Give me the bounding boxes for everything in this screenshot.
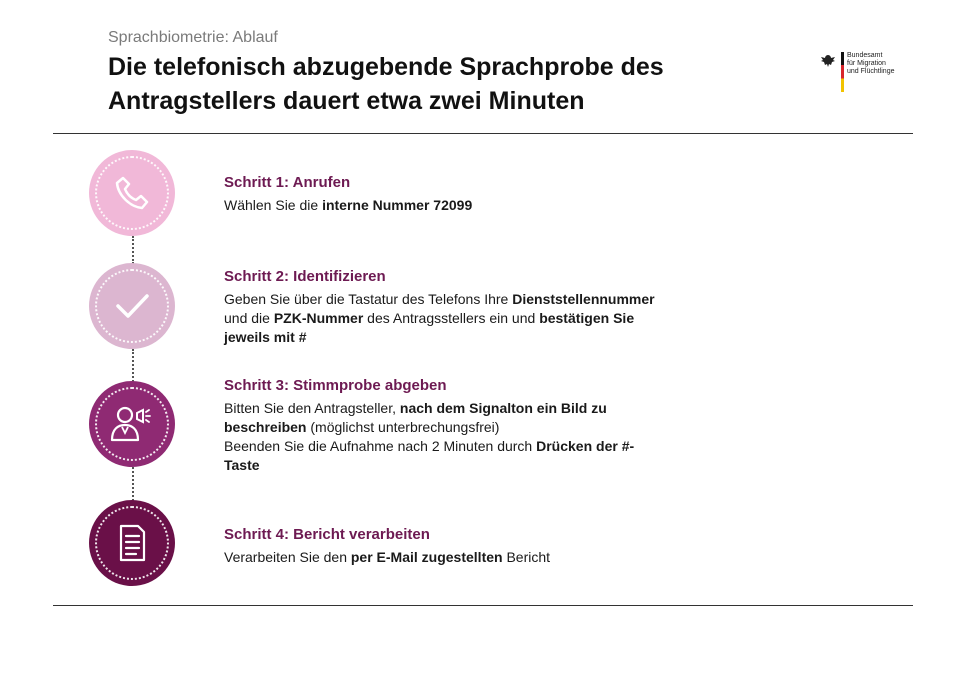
step-emphasis: per E-Mail zugestellten: [350, 549, 503, 565]
step-emphasis: nach dem Signalton ein Bild zu beschreiben: [224, 400, 607, 435]
step-emphasis: Drücken der #-Taste: [224, 438, 635, 473]
step-text: Wählen Sie die: [224, 197, 323, 213]
step-text: Bericht: [502, 549, 551, 565]
page-overline: Sprachbiometrie: Ablauf: [108, 29, 278, 46]
step-title: Schritt 1: Anrufen: [224, 174, 351, 191]
step-emphasis: interne Nummer 72099: [322, 197, 473, 213]
page-title: Die telefonisch abzugebende Sprachprobe des Antragstellers dauert etwa zwei Minuten: [108, 53, 664, 115]
step-emphasis: bestätigen Sie jeweils mit #: [224, 310, 635, 345]
step-1: [224, 173, 664, 215]
step-text: Beenden Sie die Aufnahme nach 2 Minuten durch: [224, 438, 537, 454]
step3-circle: [89, 381, 175, 467]
step-text: (möglichst unterbrechungsfrei): [306, 419, 500, 435]
step-description: [224, 196, 664, 215]
step4-circle: [89, 500, 175, 586]
step-title: Schritt 2: Identifizieren: [224, 268, 386, 285]
timeline-connector: [132, 349, 134, 382]
logo-line: Bundesamt: [847, 52, 883, 59]
logo-line: für Migration: [847, 60, 886, 67]
flag-stripe: [841, 52, 844, 92]
step-description: [224, 399, 664, 437]
document-icon: [110, 521, 154, 565]
step-description: [224, 290, 664, 347]
phone-icon: [110, 171, 154, 215]
top-divider: [53, 133, 913, 134]
step-description: [224, 548, 664, 567]
step-text: des Antragsstellers ein und: [363, 310, 540, 326]
logo-line: und Flüchtlinge: [847, 68, 895, 75]
timeline-connector: [132, 467, 134, 501]
step-text: und die: [224, 310, 274, 326]
step-2: [224, 267, 664, 347]
logo-text: [847, 52, 894, 76]
step-description: [224, 437, 664, 475]
check-icon: [110, 284, 154, 328]
step-4: [224, 525, 664, 567]
bottom-divider: [53, 605, 913, 606]
eagle-icon: [820, 54, 836, 68]
step2-circle: [89, 263, 175, 349]
step-emphasis: Dienststellennummer: [512, 291, 655, 307]
step-title: Schritt 4: Bericht verarbeiten: [224, 526, 430, 543]
step-text: Bitten Sie den Antragsteller,: [224, 400, 400, 416]
step-3: [224, 376, 664, 475]
speaker-person-icon: [108, 402, 156, 446]
timeline-connector: [132, 236, 134, 264]
step-title: Schritt 3: Stimmprobe abgeben: [224, 377, 447, 394]
bamf-logo: [820, 52, 930, 92]
step-text: Geben Sie über die Tastatur des Telefons Ihre: [224, 291, 513, 307]
step-text: Verarbeiten Sie den: [224, 549, 351, 565]
step1-circle: [89, 150, 175, 236]
step-emphasis: PZK-Nummer: [273, 310, 364, 326]
